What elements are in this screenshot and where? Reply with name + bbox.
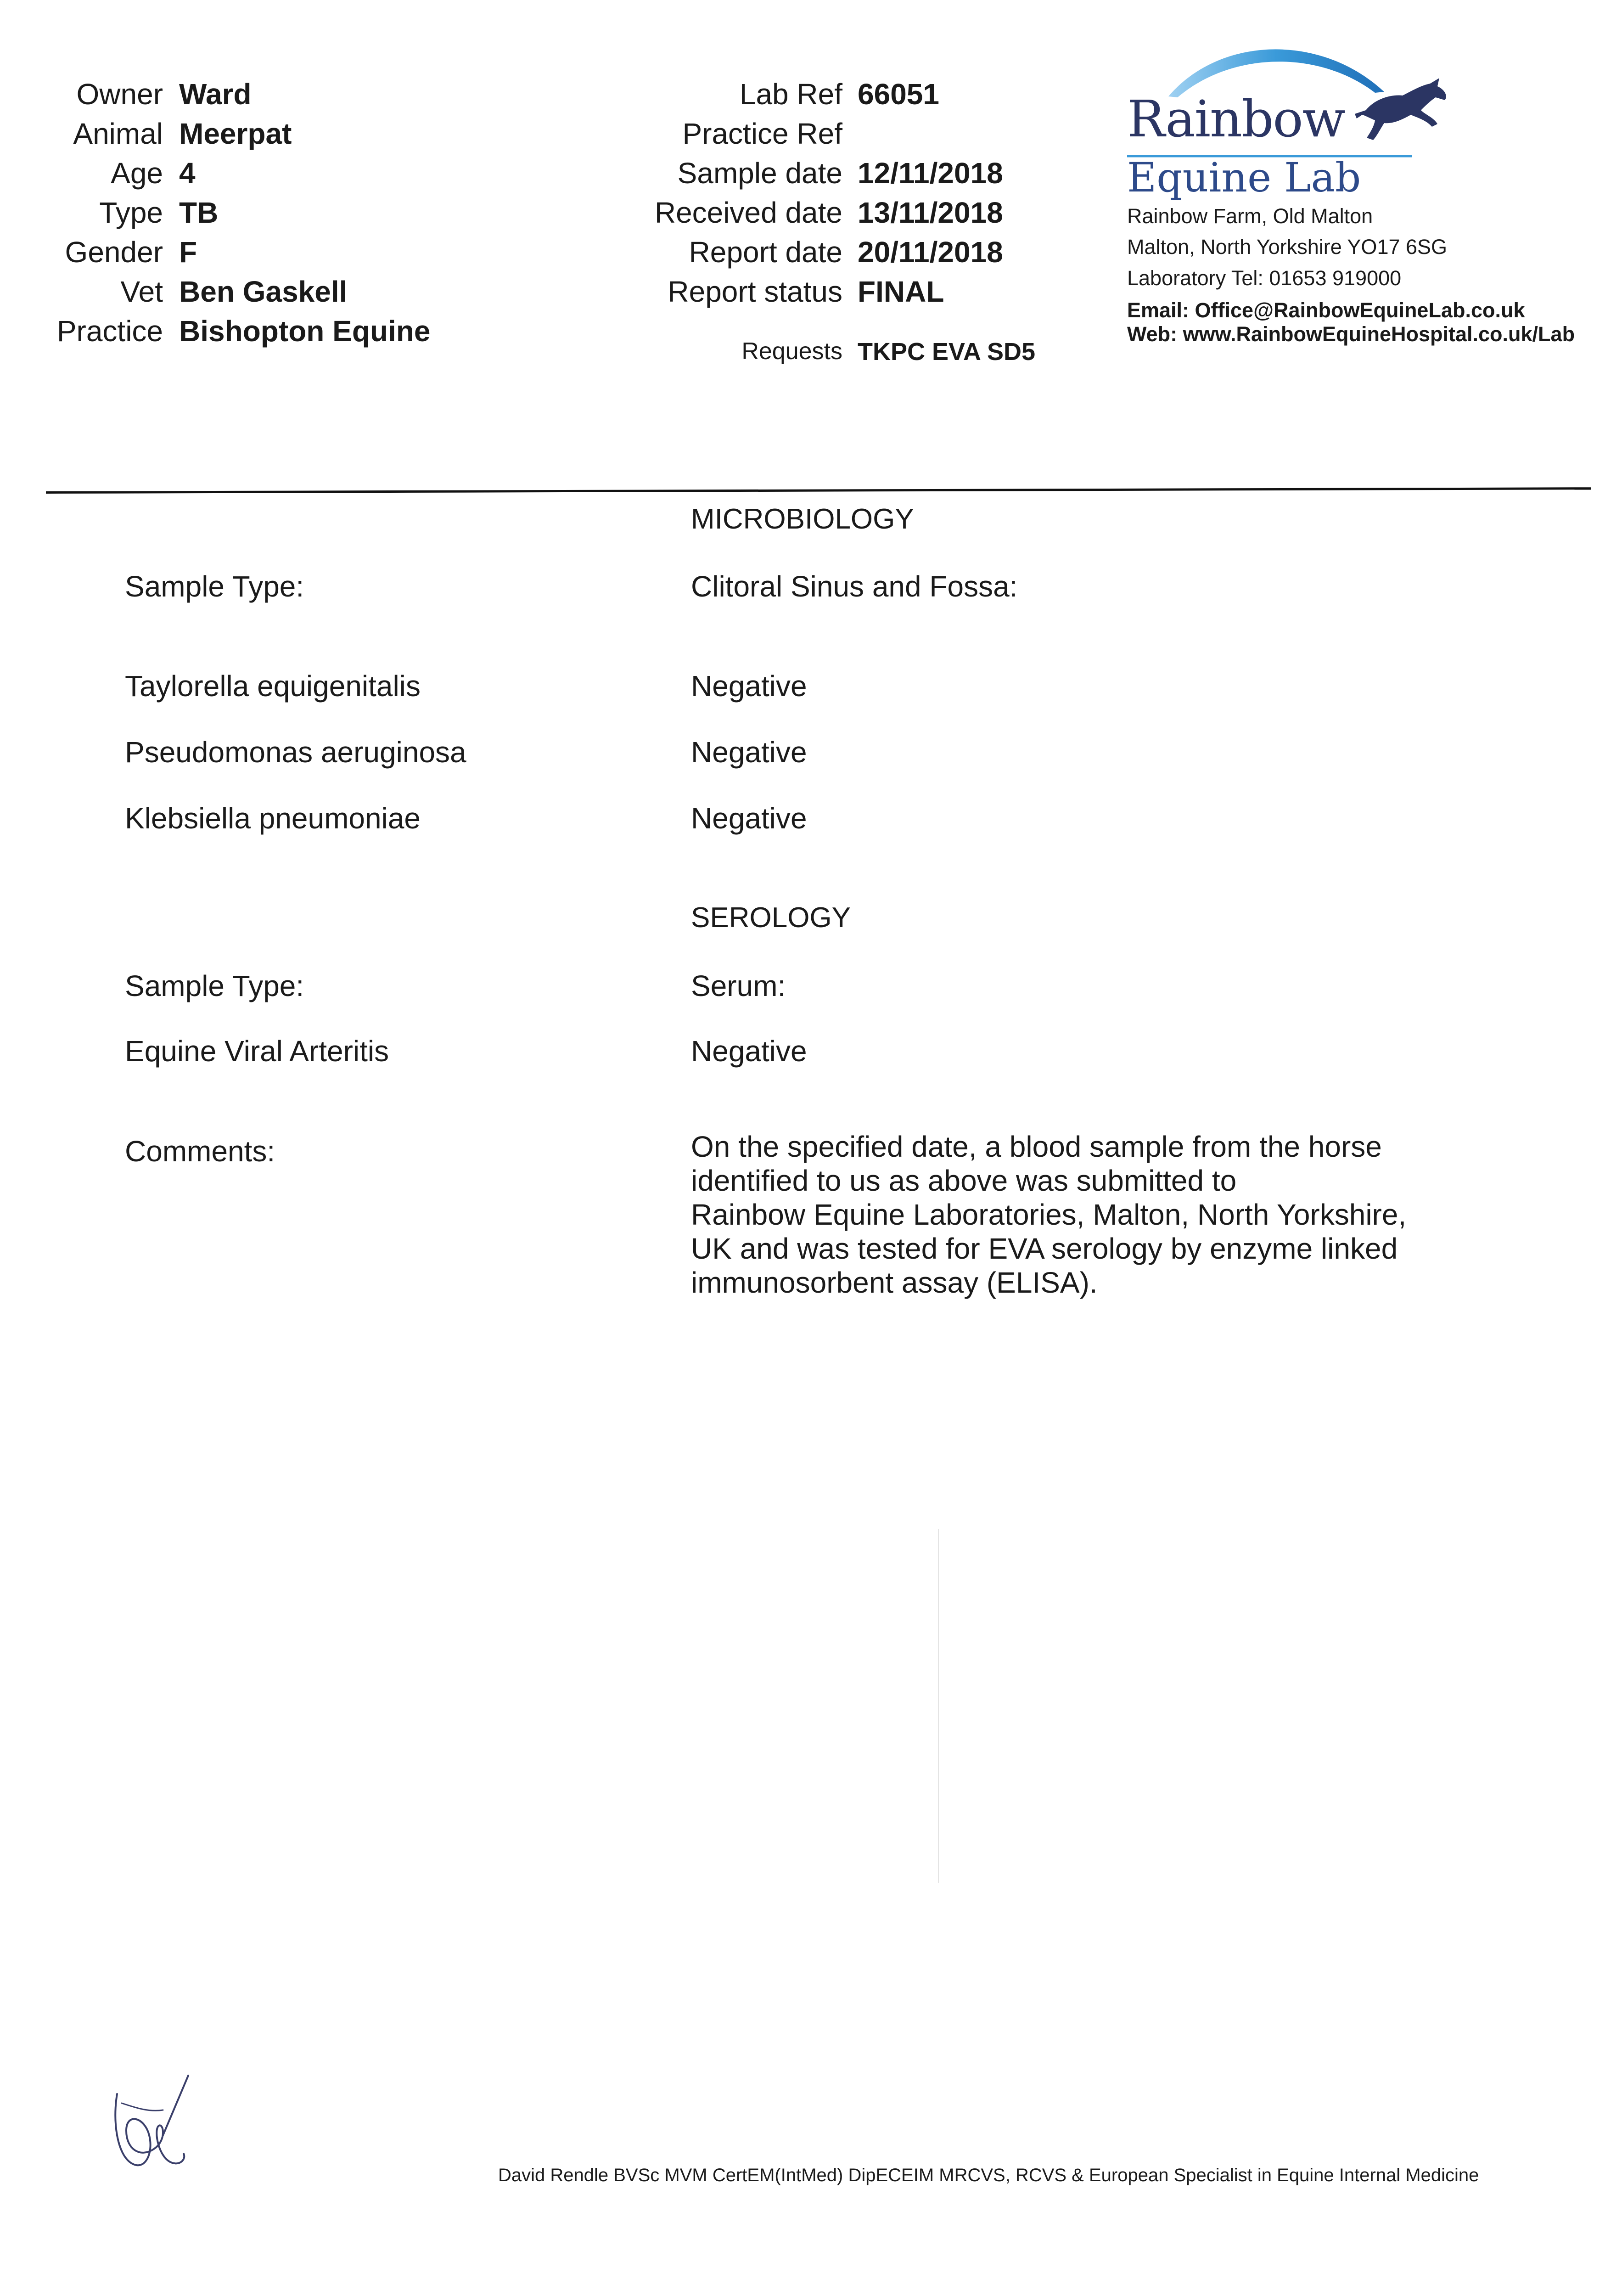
signature-icon — [108, 2066, 200, 2177]
practice-label: Practice — [56, 315, 163, 348]
report-date-value: 20/11/2018 — [858, 236, 1003, 269]
lab-ref-value: 66051 — [858, 78, 939, 111]
comments-label: Comments: — [125, 1135, 275, 1168]
patient-labels — [51, 74, 163, 351]
report-status-value: FINAL — [858, 275, 944, 308]
requests-value: TKPC EVA SD5 — [858, 338, 1036, 366]
lab-web: Web: www.RainbowEquineHospital.co.uk/Lab — [1127, 322, 1575, 346]
type-value: TB — [179, 196, 219, 229]
test-name: Pseudomonas aeruginosa — [125, 736, 466, 769]
test-result: Negative — [691, 670, 807, 703]
serology-heading: SEROLOGY — [691, 902, 851, 934]
lab-ref-label: Lab Ref — [739, 78, 842, 111]
comments-text: On the specified date, a blood sample from the horse identified to us as above was submitted to Rainbow Equine Laboratories, Malton, North Yorkshire, UK and was tested for EVA serology by enzyme linked immunosorbent assay (ELISA). — [691, 1130, 1407, 1299]
micro-sample-type-label: Sample Type: — [125, 570, 304, 603]
practice-value: Bishopton Equine — [179, 315, 431, 348]
owner-value: Ward — [179, 78, 252, 111]
scan-artifact-line — [938, 1529, 939, 1883]
requests-label: Requests — [741, 338, 842, 365]
report-date-label: Report date — [689, 236, 842, 269]
sero-sample-type-label: Sample Type: — [125, 969, 304, 1002]
test-name: Taylorella equigenitalis — [125, 670, 421, 703]
test-name: Klebsiella pneumoniae — [125, 802, 421, 835]
test-name: Equine Viral Arteritis — [125, 1035, 389, 1068]
sample-date-label: Sample date — [677, 157, 842, 190]
test-result: Negative — [691, 802, 807, 835]
report-labels — [597, 74, 842, 311]
test-result: Negative — [691, 736, 807, 769]
lab-logo-name: Rainbow — [1127, 90, 1345, 148]
owner-label: Owner — [76, 78, 163, 111]
sample-date-value: 12/11/2018 — [858, 157, 1003, 190]
lab-address-line-1: Rainbow Farm, Old Malton — [1127, 204, 1373, 228]
practice-ref-value — [858, 114, 1003, 153]
header-divider — [46, 487, 1591, 494]
report-status-label: Report status — [668, 275, 842, 308]
age-label: Age — [111, 157, 163, 190]
patient-values — [179, 74, 431, 351]
test-result: Negative — [691, 1035, 807, 1068]
animal-label: Animal — [73, 117, 163, 150]
vet-value: Ben Gaskell — [179, 275, 348, 308]
gender-value: F — [179, 236, 197, 269]
lab-phone: Laboratory Tel: 01653 919000 — [1127, 266, 1402, 290]
lab-logo-subname: Equine Lab — [1127, 154, 1361, 201]
vet-label: Vet — [120, 275, 163, 308]
animal-value: Meerpat — [179, 117, 292, 150]
footer-credit: David Rendle BVSc MVM CertEM(IntMed) DipECEIM MRCVS, RCVS & European Specialist in Equine Internal Medicine — [498, 2165, 1479, 2185]
type-label: Type — [99, 196, 163, 229]
microbiology-heading: MICROBIOLOGY — [691, 503, 914, 535]
lab-address-line-2: Malton, North Yorkshire YO17 6SG — [1127, 235, 1448, 259]
report-values — [858, 74, 1003, 311]
gender-label: Gender — [65, 236, 163, 269]
practice-ref-label: Practice Ref — [682, 117, 842, 150]
sero-sample-type-value: Serum: — [691, 969, 786, 1002]
age-value: 4 — [179, 157, 196, 190]
received-date-label: Received date — [654, 196, 842, 229]
lab-email: Email: Office@RainbowEquineLab.co.uk — [1127, 298, 1525, 322]
micro-sample-type-value: Clitoral Sinus and Fossa: — [691, 570, 1018, 603]
received-date-value: 13/11/2018 — [858, 196, 1003, 229]
